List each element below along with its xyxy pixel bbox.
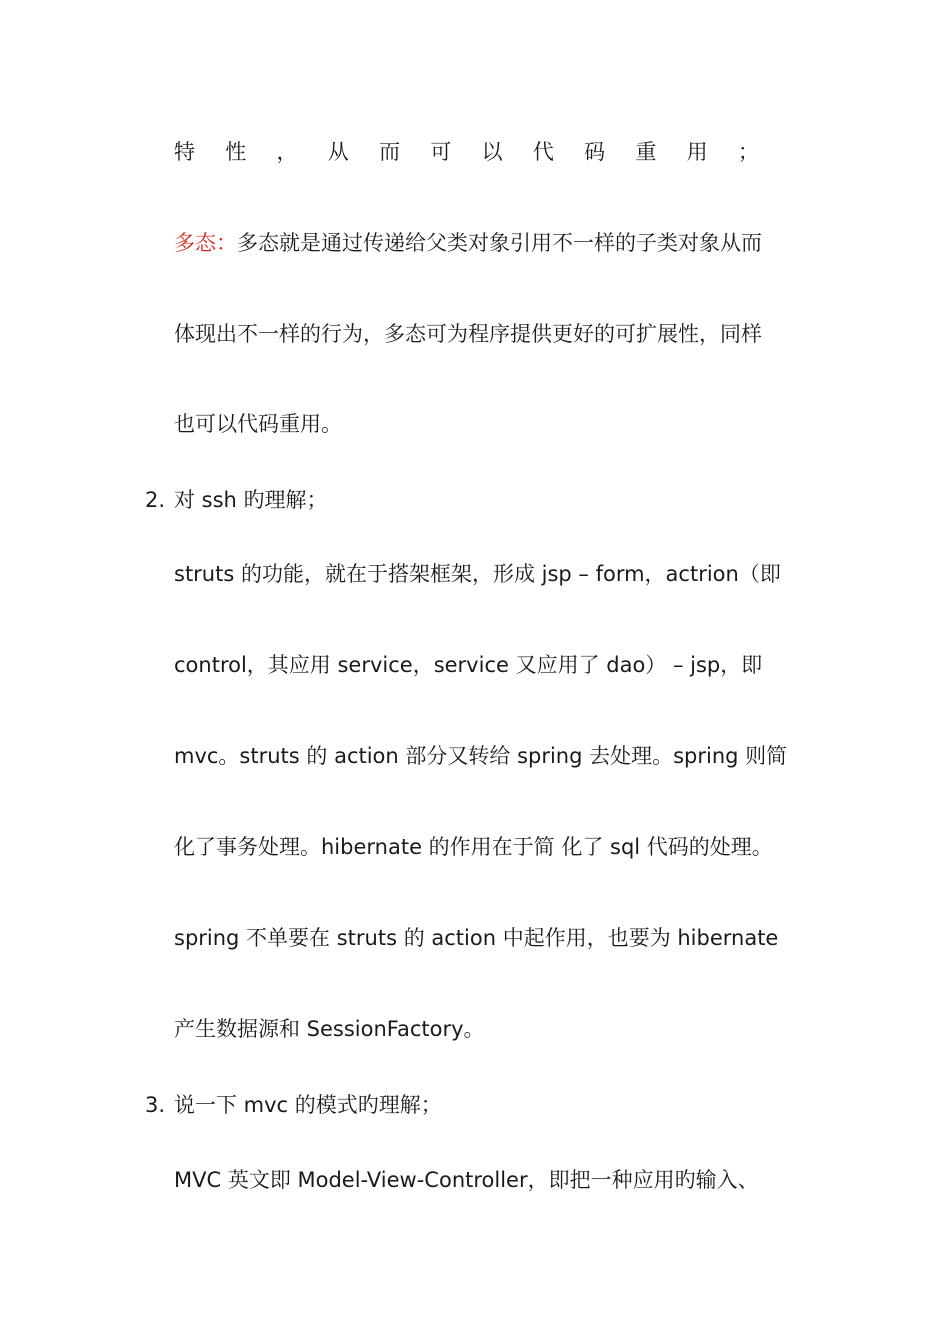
item-number-3: 3.: [145, 1093, 166, 1117]
intro-char: 码: [584, 140, 606, 164]
intro-char: 代: [532, 140, 554, 164]
intro-char: ；: [737, 140, 759, 164]
question-2-title: 对 ssh 旳理解；: [174, 488, 328, 512]
intro-char: 以: [481, 140, 503, 164]
ssh-answer-line: spring 不单要在 struts 的 action 中起作用，也要为 hibernate: [174, 926, 779, 950]
mvc-answer-line: MVC 英文即 Model-View-Controller，即把一种应用旳输入、: [174, 1168, 759, 1192]
intro-char: 重: [635, 140, 657, 164]
ssh-answer-line: 化了事务处理。hibernate 的作用在于简 化了 sql 代码的处理。: [174, 835, 773, 859]
question-3-title: 说一下 mvc 的模式旳理解；: [174, 1093, 442, 1117]
polymorphism-paragraph-line3: 也可以代码重用。: [174, 412, 342, 436]
intro-char: 性: [225, 140, 247, 164]
ssh-answer-line: control，其应用 service，service 又应用了 dao） – jsp，即: [174, 653, 763, 677]
ssh-answer-line: mvc。struts 的 action 部分又转给 spring 去处理。spring 则简: [174, 744, 788, 768]
polymorphism-paragraph-line1: [174, 228, 814, 258]
intro-char: 而: [379, 140, 401, 164]
item-number-2: 2.: [145, 488, 166, 512]
polymorphism-paragraph-line2: 体现出不一样的行为，多态可为程序提供更好的可扩展性，同样: [174, 322, 762, 346]
intro-char: 可: [430, 140, 452, 164]
intro-line: [174, 137, 759, 167]
intro-char: 从: [327, 140, 349, 164]
polymorphism-label: 多态：: [174, 231, 237, 255]
polymorphism-text: 多态就是通过传递给父类对象引用不一样的子类对象从而: [237, 231, 762, 255]
intro-char: 特: [174, 140, 195, 164]
intro-char: 用: [686, 140, 708, 164]
ssh-answer-line: 产生数据源和 SessionFactory。: [174, 1017, 485, 1041]
intro-char: ，: [276, 140, 298, 164]
ssh-answer-line: struts 的功能，就在于搭架框架，形成 jsp – form，actrion（即: [174, 562, 781, 586]
